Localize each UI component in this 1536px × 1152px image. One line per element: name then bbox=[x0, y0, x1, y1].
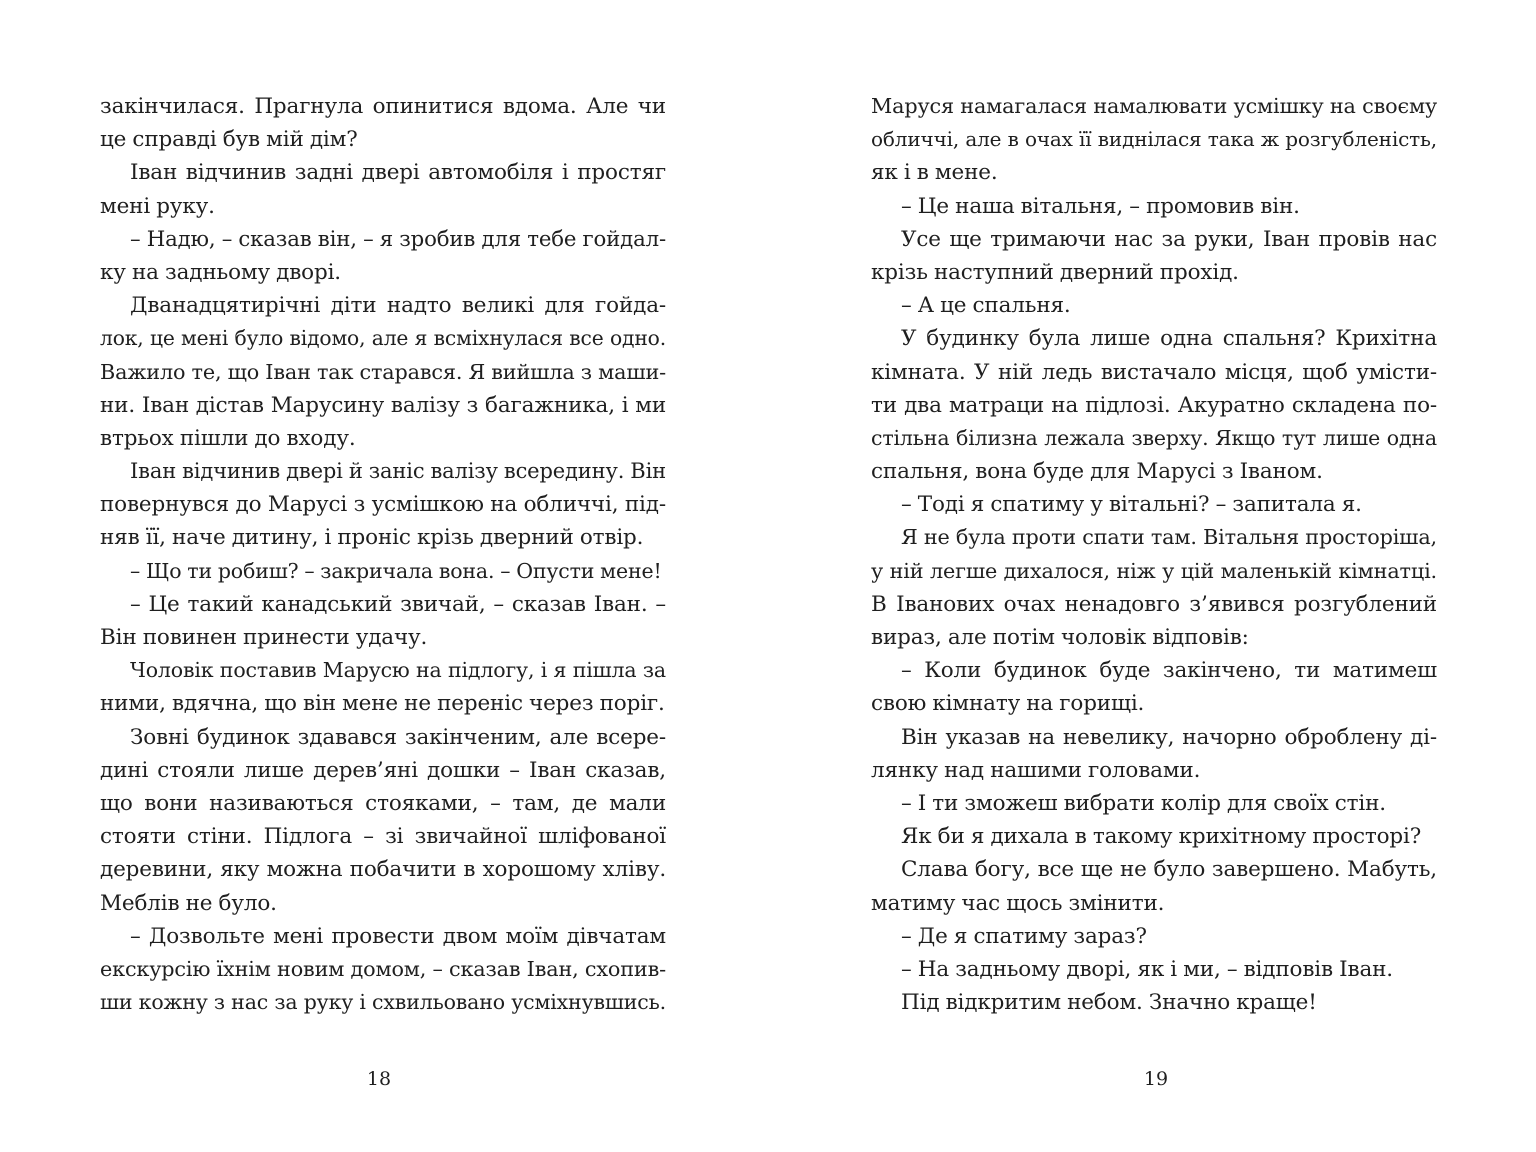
text-line: Чоловік поставив Марусю на підлогу, і я пішла за bbox=[130, 658, 666, 683]
text-line: Він указав на невелику, начорно оброблену ді- bbox=[901, 724, 1437, 750]
text-line: – Тоді я спатиму у вітальні? – запитала я. bbox=[901, 492, 1362, 518]
text-line: Під відкритим небом. Значно краще! bbox=[901, 990, 1317, 1016]
text-line: Він повинен принести удачу. bbox=[100, 625, 428, 650]
text-line: це справді був мій дім? bbox=[100, 127, 358, 153]
right-page-number: 19 bbox=[1143, 1068, 1169, 1090]
text-line: няв її, наче дитину, і проніс крізь дверний отвір. bbox=[100, 525, 644, 551]
text-line: деревини, яку можна побачити в хорошому хліву. bbox=[100, 857, 666, 883]
text-line: що вони називаються стояками, – там, де мали bbox=[100, 790, 666, 816]
text-line: ними, вдячна, що він мене не переніс через поріг. bbox=[100, 691, 665, 717]
text-line: спальня, вона буде для Марусі з Іваном. bbox=[871, 459, 1323, 485]
text-line: лок, це мені було відомо, але я всміхнулася все одно. bbox=[100, 326, 666, 351]
text-line: свою кімнату на горищі. bbox=[871, 691, 1145, 717]
text-line: В Іванових очах ненадовго з’явився розгублений bbox=[871, 591, 1437, 617]
text-line: – Що ти робиш? – закричала вона. – Опусти мене! bbox=[130, 558, 662, 583]
text-line: ти два матраци на підлозі. Акуратно складена по- bbox=[871, 392, 1437, 418]
text-line: ши кожну з нас за руку і схвильовано усміхнувшись. bbox=[100, 990, 666, 1015]
text-line: лянку над нашими головами. bbox=[871, 757, 1201, 783]
text-line: матиму час щось змінити. bbox=[871, 890, 1165, 916]
right-page-text bbox=[871, 90, 1437, 1019]
text-line: – Дозвольте мені провести двом моїм дівчатам bbox=[130, 923, 666, 949]
text-line: – На задньому дворі, як і ми, – відповів Іван. bbox=[901, 956, 1393, 982]
text-line: мені руку. bbox=[100, 193, 215, 219]
text-line: Слава богу, все ще не було завершено. Мабуть, bbox=[901, 857, 1437, 883]
text-line: Маруся намагалася намалювати усмішку на своєму bbox=[871, 94, 1437, 118]
text-line: Я не була проти спати там. Вітальня просторіша, bbox=[901, 525, 1437, 550]
text-line: екскурсію їхнім новим домом, – сказав Іван, схопив- bbox=[100, 956, 666, 981]
text-line: Іван відчинив двері й заніс валізу всередину. Він bbox=[130, 459, 666, 484]
text-line: втрьох пішли до входу. bbox=[100, 425, 356, 451]
text-line: Дванадцятирічні діти надто великі для гойда- bbox=[130, 293, 666, 319]
text-line: кімната. У ній ледь вистачало місця, щоб умісти- bbox=[871, 359, 1437, 385]
text-line: Усе ще тримаючи нас за руки, Іван провів нас bbox=[901, 226, 1437, 252]
text-line: – А це спальня. bbox=[901, 293, 1071, 319]
text-line: ни. Іван дістав Марусину валізу з багажника, і ми bbox=[100, 392, 666, 418]
text-line: Зовні будинок здавався закінченим, але всере- bbox=[130, 724, 666, 750]
text-line: ку на задньому дворі. bbox=[100, 259, 341, 285]
text-line: крізь наступний дверний прохід. bbox=[871, 259, 1239, 285]
text-line: Меблів не було. bbox=[100, 890, 277, 916]
text-line: – Це наша вітальня, – промовив він. bbox=[901, 193, 1300, 219]
text-line: закінчилася. Прагнула опинитися вдома. Але чи bbox=[100, 94, 666, 119]
text-line: – І ти зможеш вибрати колір для своїх стін. bbox=[901, 790, 1386, 816]
left-page-number: 18 bbox=[366, 1068, 392, 1090]
text-line: – Це такий канадський звичай, – сказав Іван. – bbox=[130, 591, 666, 617]
text-line: вираз, але потім чоловік відповів: bbox=[871, 625, 1249, 650]
text-line: Важило те, що Іван так старався. Я вийшла з маши- bbox=[100, 359, 666, 384]
text-line: обличчі, але в очах її виднілася така ж розгубленість, bbox=[871, 127, 1437, 152]
text-line: Як би я дихала в такому крихітному просторі? bbox=[901, 824, 1422, 850]
text-line: – Коли будинок буде закінчено, ти матимеш bbox=[901, 658, 1437, 684]
text-line: – Надю, – сказав він, – я зробив для тебе гойдал- bbox=[130, 226, 666, 252]
text-line: У будинку була лише одна спальня? Крихітна bbox=[901, 326, 1437, 352]
text-line: повернувся до Марусі з усмішкою на обличчі, під- bbox=[100, 492, 666, 518]
text-line: дині стояли лише дерев’яні дошки – Іван сказав, bbox=[100, 757, 666, 783]
left-page-text bbox=[100, 90, 666, 1019]
text-line: у ній легше дихалося, ніж у цій маленькій кімнатці. bbox=[871, 558, 1437, 583]
text-line: стояти стіни. Підлога – зі звичайної шліфованої bbox=[100, 824, 666, 850]
text-line: як і в мене. bbox=[871, 160, 998, 186]
text-line: – Де я спатиму зараз? bbox=[901, 923, 1147, 949]
text-line: стільна білизна лежала зверху. Якщо тут лише одна bbox=[871, 425, 1437, 450]
text-line: Іван відчинив задні двері автомобіля і простяг bbox=[130, 160, 666, 186]
